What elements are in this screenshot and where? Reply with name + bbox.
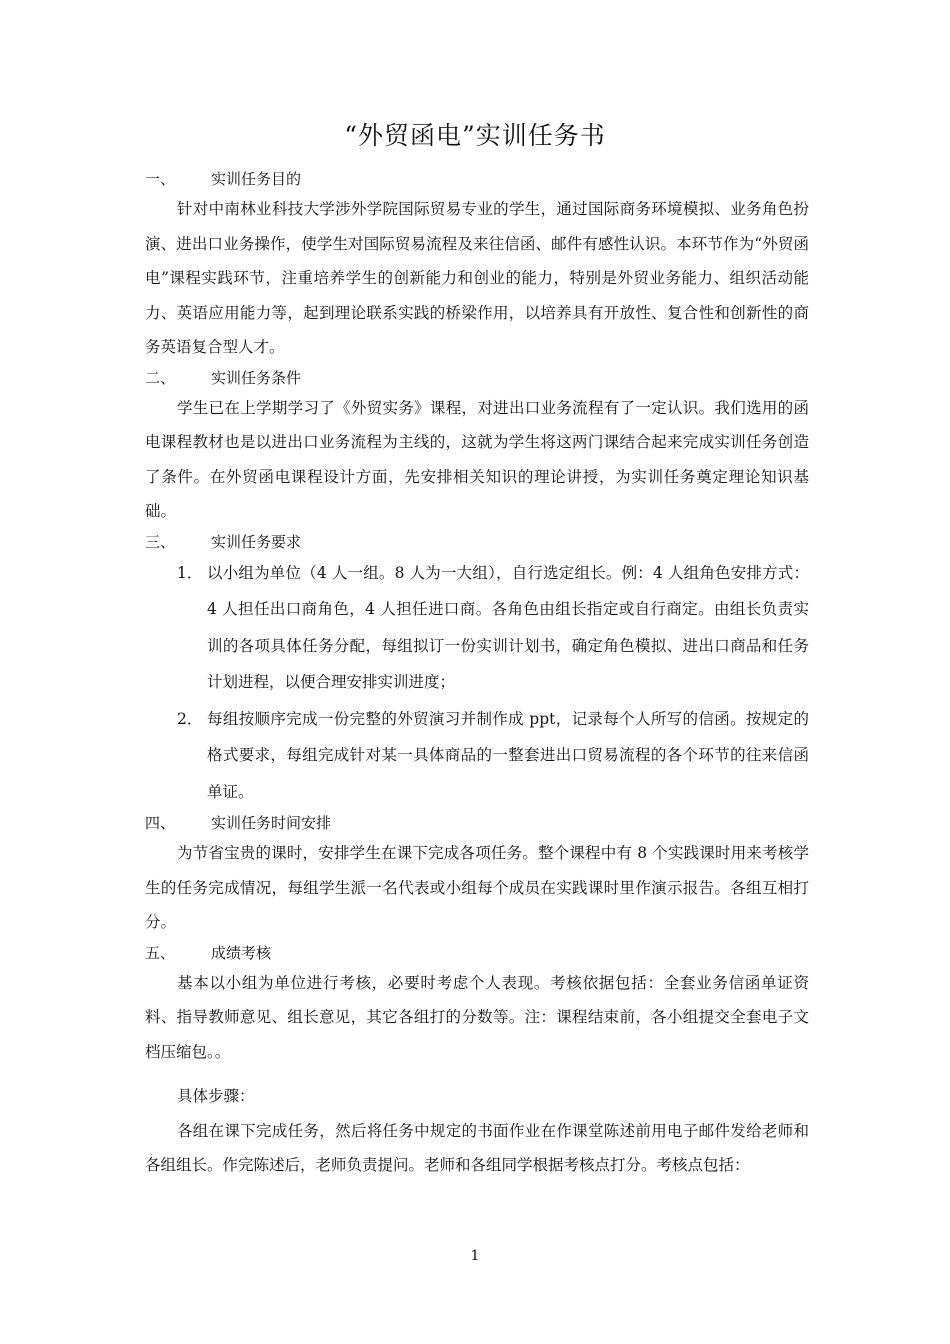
paragraph: 针对中南林业科技大学涉外学院国际贸易专业的学生，通过国际商务环境模拟、业务角色扮演、进出口业务操作，使学生对国际贸易流程及来往信函、邮件有感性认识。本环节作为“外贸函电”课程实践环节，注重培养学生的创新能力和创业的能力，特别是外贸业务能力、组织活动能力、英语应用能力等，起到理论联系实践的桥梁作用，以培养具有开放性、复合性和创新性的商务英语复合型人才。	[145, 200, 809, 356]
section-number: 三、	[145, 532, 176, 551]
document-title: “外贸函电”实训任务书	[344, 121, 606, 150]
list-item-text: 每组按顺序完成一份完整的外贸演习并制作成 ppt，记录每个人所写的信函。按规定的格式要求，每组完成针对某一具体商品的一整套进出口贸易流程的各个环节的往来信函单证。	[207, 709, 809, 801]
section-heading	[145, 166, 809, 192]
list-marker: 1．	[177, 563, 203, 582]
steps-paragraph: 各组在课下完成任务，然后将任务中规定的书面作业在作课堂陈述前用电子邮件发给老师和各组组长。作完陈述后，老师负责提问。老师和各组同学根据考核点打分。考核点包括：	[145, 1121, 809, 1174]
list-item-text: 以小组为单位（4 人一组。8 人为一大组），自行选定组长。例：4 人组角色安排方式：4 人担任出口商角色，4 人担任进口商。各角色由组长指定或自行商定。由组长负责实训的各项具体任务分配，每组拟订一份实训计划书，确定角色模拟、进出口商品和任务计划进程，以便合理安排实训进度；	[207, 563, 809, 691]
section-heading	[145, 810, 809, 836]
section-title: 实训任务目的	[211, 170, 302, 188]
section-title: 实训任务要求	[211, 532, 302, 551]
section-heading	[145, 365, 809, 391]
list-item	[145, 701, 809, 811]
paragraph: 基本以小组为单位进行考核，必要时考虑个人表现。考核依据包括：全套业务信函单证资料、指导教师意见、组长意见，其它各组打的分数等。注：课程结束前，各小组提交全套电子文档压缩包。。	[145, 973, 809, 1061]
document-body	[145, 166, 809, 1183]
page-number: 1	[470, 1248, 480, 1264]
paragraph: 学生已在上学期学习了《外贸实务》课程，对进出口业务流程有了一定认识。我们选用的函电课程教材也是以进出口业务流程为主线的，这就为学生将这两门课结合起来完成实训任务创造了条件。在外贸函电课程设计方面，先安排相关知识的理论讲授，为实训任务奠定理论知识基础。	[145, 398, 809, 520]
section-number: 四、	[145, 814, 176, 832]
section-title: 实训任务时间安排	[211, 814, 332, 832]
section-number: 一、	[145, 170, 176, 188]
section-title: 成绩考核	[211, 943, 272, 962]
section-number: 五、	[145, 943, 176, 962]
requirements-list	[145, 555, 809, 811]
steps-label: 具体步骤：	[177, 1087, 255, 1105]
list-item	[145, 555, 809, 701]
section-heading	[145, 940, 809, 966]
list-marker: 2．	[177, 709, 203, 728]
section-number: 二、	[145, 368, 176, 387]
section-title: 实训任务条件	[211, 368, 302, 387]
paragraph: 为节省宝贵的课时，安排学生在课下完成各项任务。整个课程中有 8 个实践课时用来考核学生的任务完成情况，每组学生派一名代表或小组每个成员在实践课时里作演示报告。各组互相打分。	[145, 844, 809, 931]
section-heading	[145, 529, 809, 555]
